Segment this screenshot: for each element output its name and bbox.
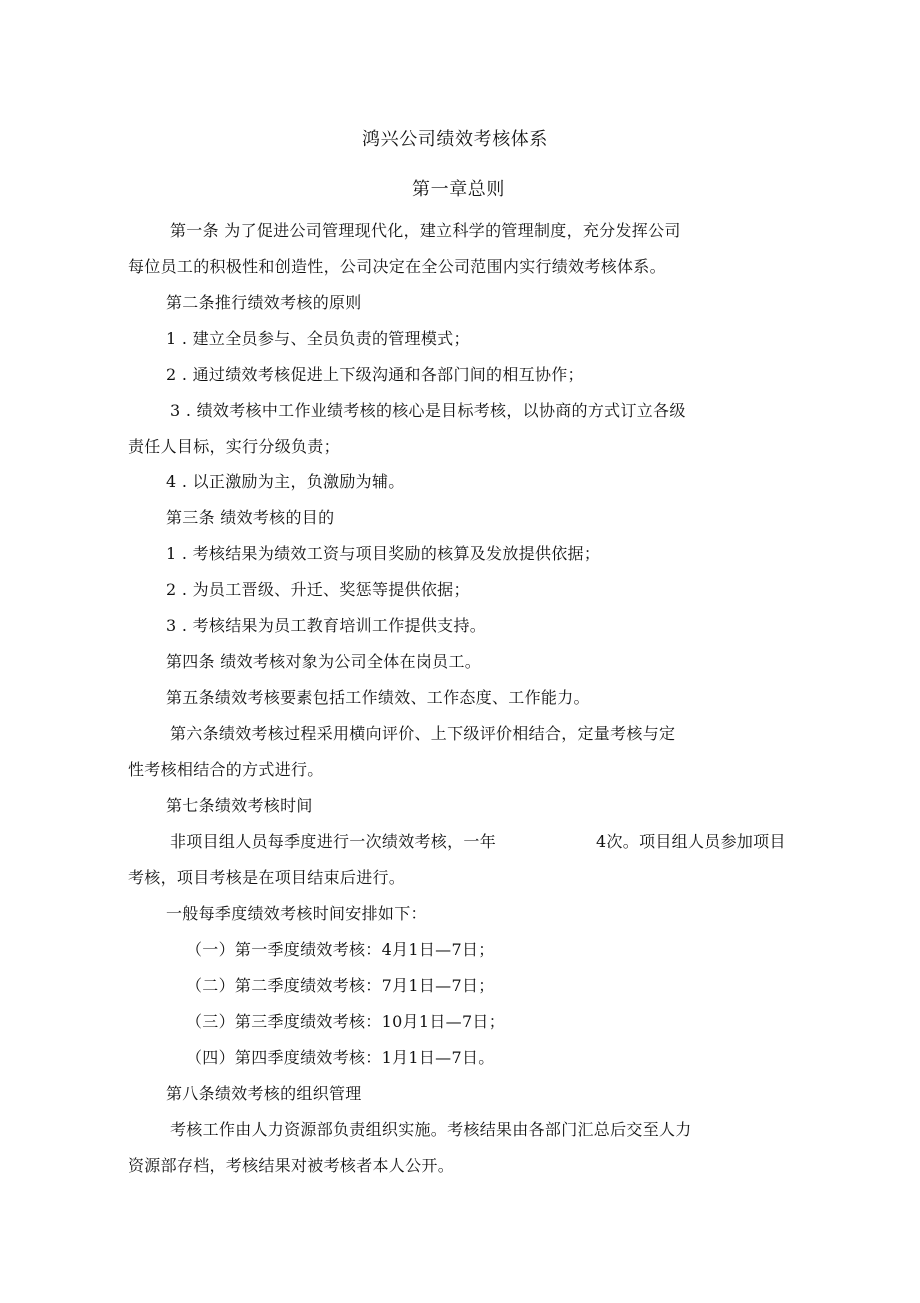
article-8-heading: 第八条绩效考核的组织管理 (166, 1084, 362, 1103)
article-5: 第五条绩效考核要素包括工作绩效、工作态度、工作能力。 (166, 688, 590, 707)
schedule-q3: （三）第三季度绩效考核：10月1日—7日； (186, 1012, 506, 1031)
schedule-q1: （一）第一季度绩效考核：4月1日—7日； (186, 940, 495, 959)
article-7-line-1a: 非项目组人员每季度进行一次绩效考核，一年 (170, 832, 497, 851)
article-1-line-2: 每位员工的积极性和创造性，公司决定在全公司范围内实行绩效考核体系。 (128, 257, 666, 276)
chapter-heading: 第一章总则 (412, 179, 505, 200)
schedule-q2: （二）第二季度绩效考核：7月1日—7日； (186, 976, 495, 995)
document-title: 鸿兴公司绩效考核体系 (362, 129, 548, 150)
article-8-line-2: 资源部存档，考核结果对被考核者本人公开。 (128, 1156, 455, 1175)
article-4: 第四条 绩效考核对象为公司全体在岗员工。 (166, 652, 482, 671)
article-3-item-2: 2 . 为员工晋级、升迁、奖惩等提供依据； (166, 580, 470, 599)
schedule-intro: 一般每季度绩效考核时间安排如下： (166, 904, 427, 923)
article-6-line-1: 第六条绩效考核过程采用横向评价、上下级评价相结合，定量考核与定 (170, 724, 676, 743)
article-2-item-3-line-1: 3 . 绩效考核中工作业绩考核的核心是目标考核，以协商的方式订立各级 (170, 401, 686, 420)
article-2-heading: 第二条推行绩效考核的原则 (166, 293, 362, 312)
schedule-q4: （四）第四季度绩效考核：1月1日—7日。 (186, 1048, 495, 1067)
article-2-item-1: 1 . 建立全员参与、全员负责的管理模式； (166, 329, 470, 348)
article-7-line-1b: 4次。项目组人员参加项目 (596, 832, 786, 851)
article-2-item-3-line-2: 责任人目标，实行分级负责； (128, 437, 340, 456)
article-7-line-2: 考核，项目考核是在项目结束后进行。 (128, 868, 406, 887)
article-1-line-1: 第一条 为了促进公司管理现代化，建立科学的管理制度，充分发挥公司 (170, 221, 681, 240)
article-2-item-4: 4 . 以正激励为主，负激励为辅。 (166, 472, 405, 491)
article-7-heading: 第七条绩效考核时间 (166, 796, 313, 815)
article-8-line-1: 考核工作由人力资源部负责组织实施。考核结果由各部门汇总后交至人力 (170, 1120, 692, 1139)
article-3-item-1: 1 . 考核结果为绩效工资与项目奖励的核算及发放提供依据； (166, 544, 601, 563)
article-3-heading: 第三条 绩效考核的目的 (166, 508, 335, 527)
article-3-item-3: 3 . 考核结果为员工教育培训工作提供支持。 (166, 616, 487, 635)
article-6-line-2: 性考核相结合的方式进行。 (128, 760, 324, 779)
article-2-item-2: 2 . 通过绩效考核促进上下级沟通和各部门间的相互协作； (166, 365, 584, 384)
